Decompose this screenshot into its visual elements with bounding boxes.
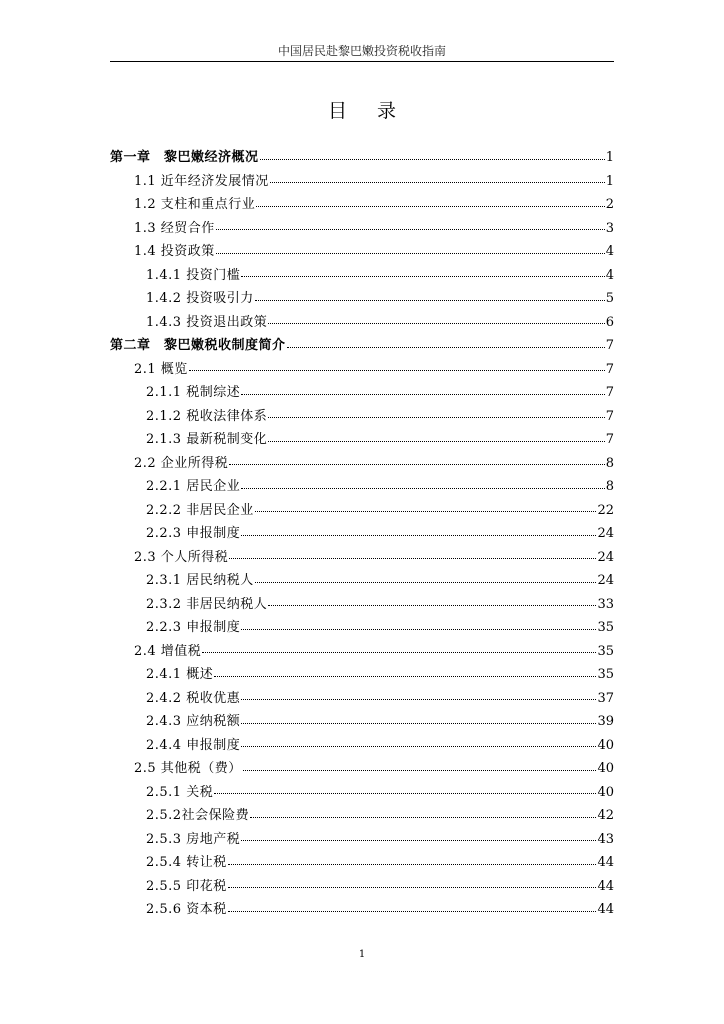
toc-entry-title: 2.4.3 应纳税额 (146, 714, 241, 729)
toc-subsection-entry[interactable] (110, 804, 614, 828)
toc-dot-leader (270, 181, 605, 183)
toc-subsection-entry[interactable] (110, 781, 614, 805)
toc-subsection-entry[interactable] (110, 264, 614, 288)
toc-entry-title: 2.2 企业所得税 (134, 455, 229, 471)
toc-dot-leader (241, 698, 596, 700)
toc-entry-page: 4 (605, 267, 614, 283)
toc-subsection-entry[interactable] (110, 569, 614, 593)
toc-subsection-entry[interactable] (110, 405, 614, 429)
toc-entry-title: 2.5.5 印花税 (146, 878, 227, 894)
toc-entry-page: 7 (605, 432, 614, 447)
toc-dot-leader (255, 299, 605, 301)
toc-entry-title: 2.1 概览 (134, 361, 188, 377)
toc-dot-leader (228, 863, 597, 865)
toc-entry-page: 35 (597, 620, 614, 635)
toc-subsection-entry[interactable] (110, 522, 614, 546)
toc-entry-page: 43 (597, 831, 614, 847)
toc-subsection-entry[interactable] (110, 875, 614, 899)
toc-chapter-entry[interactable] (110, 334, 614, 358)
toc-subsection-entry[interactable] (110, 734, 614, 758)
toc-entry-title: 第一章 黎巴嫩经济概况 (110, 150, 259, 165)
toc-section-entry[interactable] (110, 546, 614, 570)
toc-entry-page: 22 (597, 502, 614, 518)
toc-dot-leader (268, 440, 605, 442)
toc-entry-title: 1.1 近年经济发展情况 (134, 173, 269, 189)
toc-entry-page: 2 (605, 197, 614, 212)
toc-dot-leader (256, 205, 604, 207)
toc-dot-leader (241, 722, 596, 724)
toc-subsection-entry[interactable] (110, 428, 614, 452)
toc-dot-leader (216, 252, 605, 254)
toc-entry-page: 8 (605, 455, 614, 471)
toc-subsection-entry[interactable] (110, 499, 614, 523)
toc-dot-leader (241, 745, 596, 747)
toc-subsection-entry[interactable] (110, 898, 614, 922)
toc-entry-title: 1.3 经贸合作 (134, 220, 215, 236)
toc-entry-page: 40 (597, 761, 614, 776)
toc-entry-title: 2.3 个人所得税 (134, 549, 229, 565)
toc-entry-page: 1 (605, 173, 614, 189)
toc-dot-leader (214, 792, 596, 794)
toc-entry-page: 44 (597, 878, 614, 894)
toc-entry-title: 2.5.6 资本税 (146, 902, 227, 917)
toc-entry-page: 40 (597, 737, 614, 753)
toc-entry-title: 2.4.1 概述 (146, 667, 214, 682)
toc-section-entry[interactable] (110, 452, 614, 476)
toc-entry-page: 24 (597, 549, 614, 565)
toc-entry-page: 37 (597, 690, 614, 706)
toc-entry-title: 2.5 其他税（费） (134, 761, 242, 776)
header-rule (110, 61, 614, 62)
toc-entry-title: 2.4 增值税 (134, 643, 202, 659)
running-header: 中国居民赴黎巴嫩投资税收指南 (277, 44, 446, 58)
toc-entry-title: 2.3.2 非居民纳税人 (146, 596, 268, 612)
toc-dot-leader (241, 393, 605, 395)
toc-entry-title: 1.4.1 投资门槛 (146, 267, 241, 283)
toc-entry-page: 8 (605, 479, 614, 494)
toc-subsection-entry[interactable] (110, 311, 614, 335)
toc-entry-title: 2.1.1 税制综述 (146, 385, 241, 400)
table-of-contents (110, 146, 614, 922)
toc-subsection-entry[interactable] (110, 593, 614, 617)
toc-dot-leader (229, 463, 604, 465)
toc-entry-page: 24 (597, 573, 614, 588)
toc-entry-title: 2.1.3 最新税制变化 (146, 432, 268, 447)
toc-entry-title: 2.5.1 关税 (146, 784, 214, 800)
toc-entry-page: 24 (597, 526, 614, 541)
toc-entry-title: 2.3.1 居民纳税人 (146, 573, 254, 588)
toc-entry-page: 44 (597, 855, 614, 870)
toc-entry-page: 35 (597, 667, 614, 682)
toc-entry-title: 1.4 投资政策 (134, 244, 215, 259)
toc-dot-leader (214, 675, 596, 677)
toc-section-entry[interactable] (110, 640, 614, 664)
toc-dot-leader (255, 581, 597, 583)
toc-title: 目录 (327, 100, 426, 122)
toc-dot-leader (241, 628, 596, 630)
toc-dot-leader (268, 604, 596, 606)
toc-entry-page: 7 (605, 338, 614, 353)
toc-section-entry[interactable] (110, 240, 614, 264)
toc-entry-page: 33 (597, 596, 614, 612)
toc-dot-leader (228, 886, 597, 888)
toc-dot-leader (189, 369, 605, 371)
toc-entry-title: 1.4.3 投资退出政策 (146, 314, 268, 330)
toc-entry-page: 1 (605, 150, 614, 165)
toc-dot-leader (241, 487, 605, 489)
toc-entry-title: 2.5.3 房地产税 (146, 831, 241, 847)
toc-entry-page: 39 (597, 714, 614, 729)
toc-entry-title: 2.5.4 转让税 (146, 855, 227, 870)
toc-subsection-entry[interactable] (110, 475, 614, 499)
toc-section-entry[interactable] (110, 358, 614, 382)
toc-entry-title: 2.5.2社会保险费 (146, 808, 250, 823)
toc-entry-page: 6 (605, 314, 614, 330)
toc-dot-leader (260, 158, 605, 160)
toc-subsection-entry[interactable] (110, 381, 614, 405)
toc-entry-page: 44 (597, 902, 614, 917)
toc-dot-leader (255, 510, 597, 512)
toc-section-entry[interactable] (110, 217, 614, 241)
toc-entry-page: 7 (605, 361, 614, 377)
toc-dot-leader (229, 557, 596, 559)
toc-subsection-entry[interactable] (110, 287, 614, 311)
toc-entry-page: 4 (605, 244, 614, 259)
toc-entry-title: 1.4.2 投资吸引力 (146, 291, 254, 306)
toc-entry-page: 35 (597, 643, 614, 659)
toc-subsection-entry[interactable] (110, 663, 614, 687)
toc-chapter-entry[interactable] (110, 146, 614, 170)
toc-section-entry[interactable] (110, 757, 614, 781)
page-number: 1 (358, 949, 366, 960)
toc-section-entry[interactable] (110, 170, 614, 194)
toc-entry-page: 3 (605, 220, 614, 236)
toc-entry-page: 7 (605, 408, 614, 424)
toc-entry-title: 2.4.2 税收优惠 (146, 690, 241, 706)
toc-entry-title: 2.1.2 税收法律体系 (146, 408, 268, 424)
toc-subsection-entry[interactable] (110, 687, 614, 711)
toc-dot-leader (202, 651, 596, 653)
toc-dot-leader (250, 816, 596, 818)
toc-entry-title: 2.2.3 申报制度 (146, 620, 241, 635)
toc-subsection-entry[interactable] (110, 616, 614, 640)
toc-dot-leader (268, 416, 605, 418)
toc-section-entry[interactable] (110, 193, 614, 217)
toc-entry-page: 42 (597, 808, 614, 823)
toc-dot-leader (216, 228, 605, 230)
toc-dot-leader (241, 275, 605, 277)
toc-entry-title: 1.2 支柱和重点行业 (134, 197, 256, 212)
toc-entry-title: 2.2.2 非居民企业 (146, 502, 254, 518)
toc-dot-leader (241, 839, 596, 841)
toc-subsection-entry[interactable] (110, 710, 614, 734)
toc-subsection-entry[interactable] (110, 851, 614, 875)
toc-entry-title: 2.4.4 申报制度 (146, 737, 241, 753)
toc-subsection-entry[interactable] (110, 828, 614, 852)
toc-entry-title: 2.2.3 申报制度 (146, 526, 241, 541)
toc-dot-leader (287, 346, 605, 348)
toc-dot-leader (241, 534, 596, 536)
toc-entry-page: 40 (597, 784, 614, 800)
toc-entry-title: 2.2.1 居民企业 (146, 479, 241, 494)
toc-dot-leader (268, 322, 605, 324)
toc-entry-page: 5 (605, 291, 614, 306)
toc-dot-leader (243, 769, 597, 771)
toc-entry-page: 7 (605, 385, 614, 400)
toc-entry-title: 第二章 黎巴嫩税收制度简介 (110, 338, 286, 353)
toc-dot-leader (228, 910, 597, 912)
